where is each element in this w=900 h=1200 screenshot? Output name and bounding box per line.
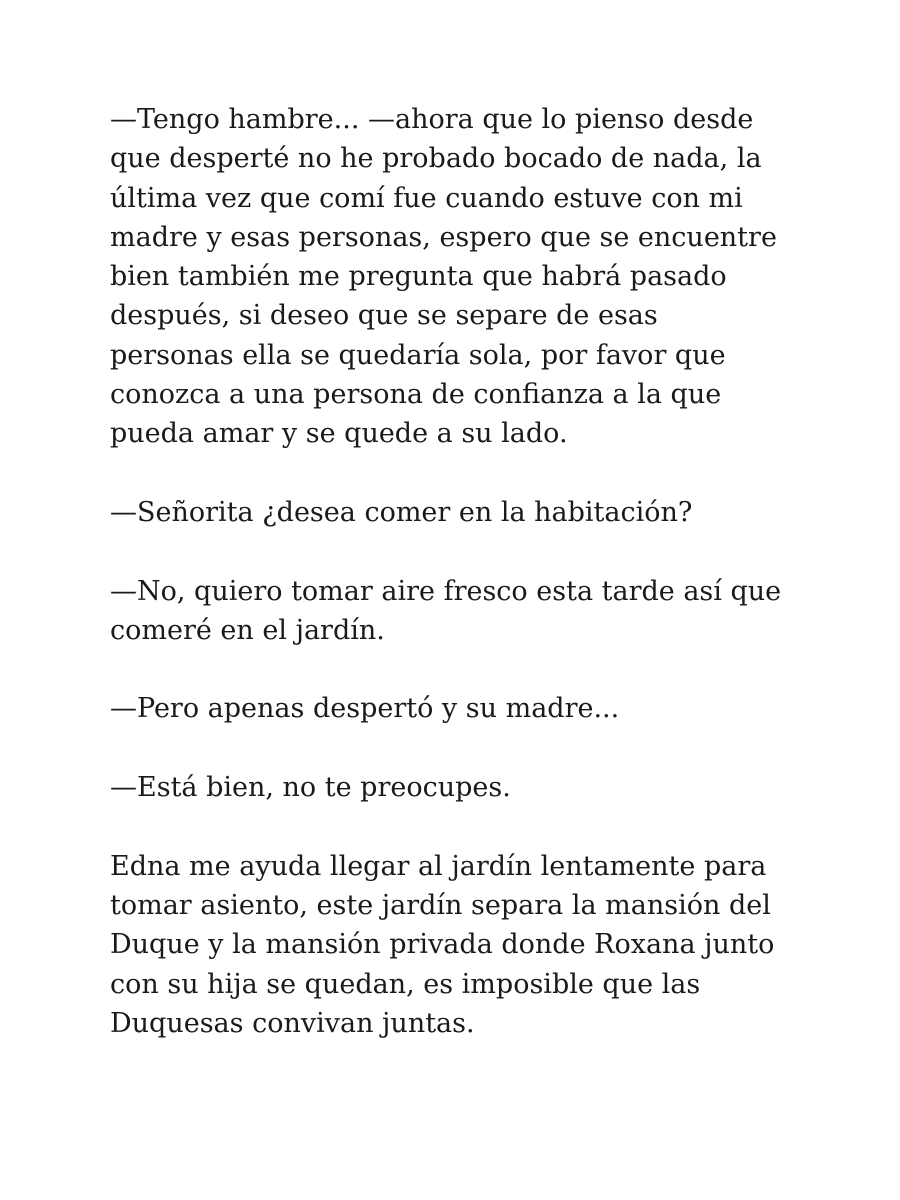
paragraph-edna-jardin: Edna me ayuda llegar al jardín lentamente para tomar asiento, este jardín separa la mansión del Duque y la mansión privada donde Roxana junto con su hija se quedan, es imposible que las Duquesas convivan juntas. [110, 850, 775, 1039]
document-page [110, 100, 810, 1043]
paragraph-apenas-desperto: —Pero apenas despertó y su madre... [110, 693, 620, 725]
paragraph-senorita: —Señorita ¿desea comer en la habitación? [110, 496, 693, 528]
paragraph-aire-fresco: —No, quiero tomar aire fresco esta tarde así que comeré en el jardín. [110, 575, 782, 646]
paragraph-esta-bien: —Está bien, no te preocupes. [110, 772, 511, 804]
paragraph-tengo-hambre: —Tengo hambre... —ahora que lo pienso desde que desperté no he probado bocado de nada, la última vez que comí fue cuando estuve con mi madre y esas personas, espero que se encuentre bien también me pregunta que habrá pasado después, si deseo que se separe de esas personas ella se quedaría sola, por favor que conozca a una persona de confianza a la que pueda amar y se quede a su lado. [110, 104, 777, 450]
